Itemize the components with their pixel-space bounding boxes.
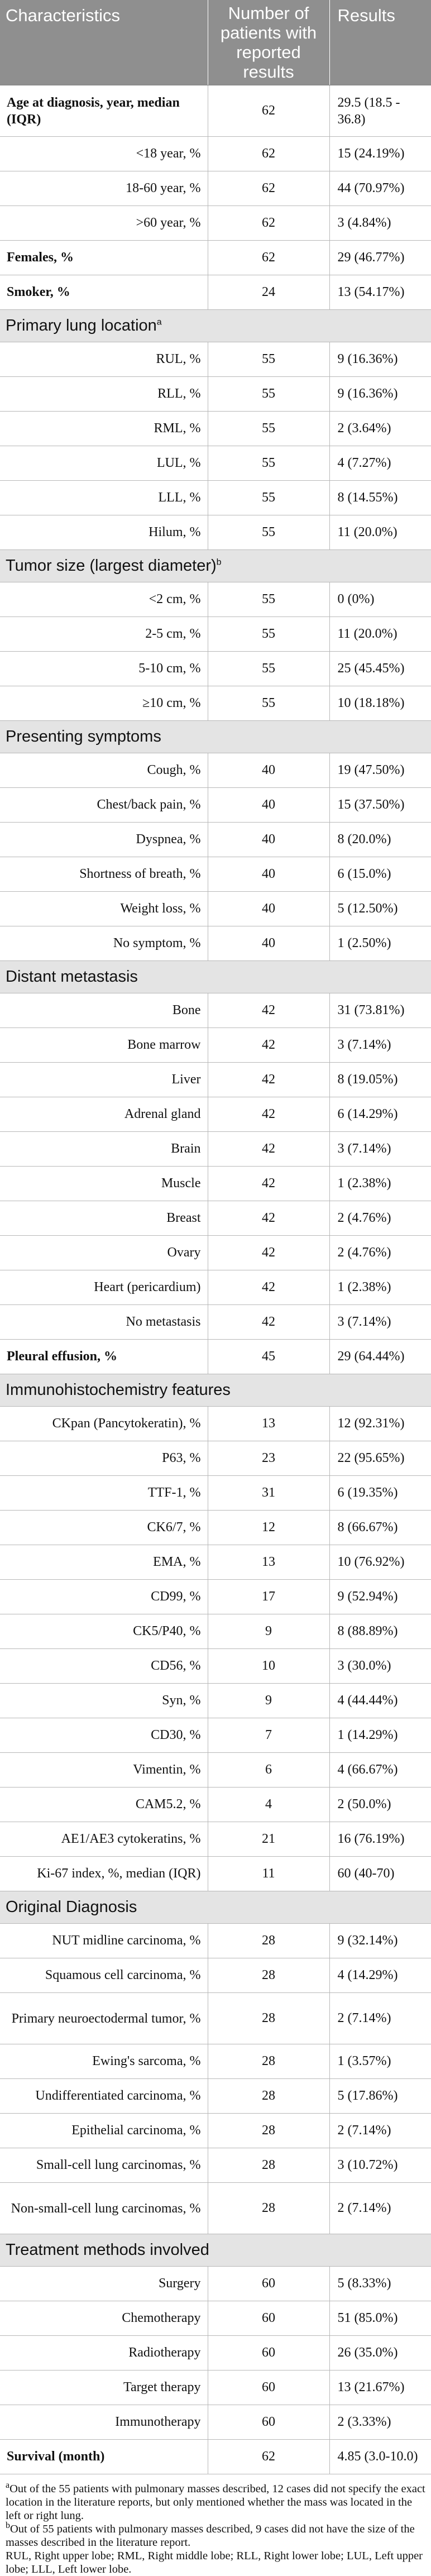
row-count: 62 (208, 171, 329, 206)
row-label: RLL, % (0, 377, 208, 412)
row-result: 15 (24.19%) (329, 137, 431, 171)
section-title-cell (0, 2234, 431, 2267)
row-label: NUT midline carcinoma, % (0, 1924, 208, 1958)
table-row (0, 1441, 431, 1476)
row-result: 5 (8.33%) (329, 2267, 431, 2301)
row-label: Hilum, % (0, 515, 208, 550)
table-row (0, 206, 431, 241)
table-row (0, 1958, 431, 1993)
row-result: 4.85 (3.0-10.0) (329, 2440, 431, 2474)
table-row (0, 788, 431, 823)
row-label: LLL, % (0, 481, 208, 515)
section-header (0, 1374, 431, 1407)
row-count: 60 (208, 2371, 329, 2405)
row-result: 31 (73.81%) (329, 993, 431, 1028)
row-result: 2 (4.76%) (329, 1201, 431, 1236)
row-count: 42 (208, 993, 329, 1028)
row-count: 23 (208, 1441, 329, 1476)
row-result: 22 (95.65%) (329, 1441, 431, 1476)
row-count: 40 (208, 788, 329, 823)
row-count: 62 (208, 137, 329, 171)
table-row (0, 1511, 431, 1545)
row-count: 24 (208, 275, 329, 310)
table-row (0, 2148, 431, 2183)
row-label: Vimentin, % (0, 1753, 208, 1788)
table-row (0, 857, 431, 892)
footnote-marker: b (216, 557, 222, 567)
row-result: 4 (14.29%) (329, 1958, 431, 1993)
row-count: 28 (208, 2114, 329, 2148)
row-result: 2 (3.64%) (329, 412, 431, 446)
table-row (0, 652, 431, 686)
row-count: 42 (208, 1236, 329, 1270)
row-label: Small-cell lung carcinomas, % (0, 2148, 208, 2183)
footnote-a-marker: a (6, 2481, 10, 2491)
row-result: 1 (2.38%) (329, 1270, 431, 1305)
row-result: 6 (19.35%) (329, 1476, 431, 1511)
table-row (0, 1028, 431, 1063)
row-label: Squamous cell carcinoma, % (0, 1958, 208, 1993)
row-count: 17 (208, 1580, 329, 1614)
row-label: RML, % (0, 412, 208, 446)
table-row (0, 481, 431, 515)
row-label: <2 cm, % (0, 582, 208, 617)
row-count: 55 (208, 412, 329, 446)
row-label: Chest/back pain, % (0, 788, 208, 823)
row-result: 3 (10.72%) (329, 2148, 431, 2183)
row-result: 1 (14.29%) (329, 1718, 431, 1753)
row-label: Breast (0, 1201, 208, 1236)
section-location (0, 310, 431, 550)
row-result: 1 (2.38%) (329, 1167, 431, 1201)
row-result: 25 (45.45%) (329, 652, 431, 686)
row-result: 5 (17.86%) (329, 2079, 431, 2114)
row-count: 55 (208, 342, 329, 377)
footnote-abbreviations: RUL, Right upper lobe; RML, Right middle lobe; RLL, Right lower lobe; LUL, Left upper lobe; LLL, Left lower lobe. (6, 2550, 423, 2575)
row-result: 2 (7.14%) (329, 2183, 431, 2234)
row-result: 5 (12.50%) (329, 892, 431, 926)
row-label: CD56, % (0, 1649, 208, 1684)
row-result: 0 (0%) (329, 582, 431, 617)
table-row (0, 1340, 431, 1374)
row-count: 62 (208, 241, 329, 275)
row-result: 13 (54.17%) (329, 275, 431, 310)
row-count: 11 (208, 1857, 329, 1891)
row-result: 29 (64.44%) (329, 1340, 431, 1374)
row-count: 13 (208, 1407, 329, 1441)
table-row (0, 1993, 431, 2044)
row-count: 12 (208, 1511, 329, 1545)
row-label: Undifferentiated carcinoma, % (0, 2079, 208, 2114)
row-result: 8 (20.0%) (329, 823, 431, 857)
section-title-cell (0, 310, 431, 342)
row-label: <18 year, % (0, 137, 208, 171)
row-label: Adrenal gland (0, 1097, 208, 1132)
row-count: 42 (208, 1201, 329, 1236)
row-result: 3 (4.84%) (329, 206, 431, 241)
row-result: 9 (16.36%) (329, 342, 431, 377)
row-label: Ovary (0, 1236, 208, 1270)
row-count: 40 (208, 926, 329, 961)
table-row (0, 1476, 431, 1511)
row-result: 13 (21.67%) (329, 2371, 431, 2405)
row-label: Ki-67 index, %, median (IQR) (0, 1857, 208, 1891)
section-diagnosis (0, 1891, 431, 2234)
row-count: 60 (208, 2301, 329, 2336)
row-label: Bone (0, 993, 208, 1028)
row-label: No metastasis (0, 1305, 208, 1340)
row-label: CAM5.2, % (0, 1788, 208, 1822)
row-result: 29 (46.77%) (329, 241, 431, 275)
table-row (0, 1924, 431, 1958)
row-label: Radiotherapy (0, 2336, 208, 2371)
row-count: 55 (208, 686, 329, 721)
row-count: 40 (208, 857, 329, 892)
row-count: 42 (208, 1167, 329, 1201)
row-result: 51 (85.0%) (329, 2301, 431, 2336)
row-result: 60 (40-70) (329, 1857, 431, 1891)
row-count: 55 (208, 515, 329, 550)
row-count: 9 (208, 1684, 329, 1718)
table-row (0, 137, 431, 171)
row-label: CK6/7, % (0, 1511, 208, 1545)
table-row (0, 1718, 431, 1753)
section-symptoms (0, 721, 431, 961)
row-count: 55 (208, 582, 329, 617)
row-result: 9 (16.36%) (329, 377, 431, 412)
row-label: TTF-1, % (0, 1476, 208, 1511)
row-count: 40 (208, 892, 329, 926)
footnote-marker: a (156, 317, 162, 327)
row-count: 7 (208, 1718, 329, 1753)
row-count: 55 (208, 377, 329, 412)
header-patients: Number of patients with reported results (208, 0, 329, 85)
row-label: LUL, % (0, 446, 208, 481)
footnote-b-marker: b (6, 2521, 10, 2531)
footnote-a (6, 2482, 425, 2522)
table-row (0, 1684, 431, 1718)
row-result: 4 (7.27%) (329, 446, 431, 481)
row-count: 55 (208, 481, 329, 515)
table-row (0, 342, 431, 377)
table-row (0, 1132, 431, 1167)
section-header (0, 310, 431, 342)
section-ihc (0, 1374, 431, 1891)
row-count: 42 (208, 1132, 329, 1167)
row-label: Females, % (0, 241, 208, 275)
row-count: 42 (208, 1063, 329, 1097)
table-row (0, 1097, 431, 1132)
table-row (0, 1407, 431, 1441)
row-count: 28 (208, 2183, 329, 2234)
row-label: 2-5 cm, % (0, 617, 208, 652)
table-row (0, 1167, 431, 1201)
section-title: Tumor size (largest diameter) (6, 557, 217, 575)
row-result: 1 (2.50%) (329, 926, 431, 961)
row-result: 9 (52.94%) (329, 1580, 431, 1614)
row-result: 8 (66.67%) (329, 1511, 431, 1545)
table-row (0, 2044, 431, 2079)
row-count: 40 (208, 823, 329, 857)
row-result: 6 (15.0%) (329, 857, 431, 892)
row-result: 2 (7.14%) (329, 2114, 431, 2148)
table-row (0, 617, 431, 652)
row-result: 1 (3.57%) (329, 2044, 431, 2079)
row-count: 60 (208, 2336, 329, 2371)
table-row (0, 926, 431, 961)
row-result: 4 (66.67%) (329, 1753, 431, 1788)
row-label: ≥10 cm, % (0, 686, 208, 721)
header-results: Results (329, 0, 431, 85)
row-result: 2 (3.33%) (329, 2405, 431, 2440)
row-count: 55 (208, 617, 329, 652)
table-header-row (0, 0, 431, 85)
row-result: 10 (18.18%) (329, 686, 431, 721)
row-count: 9 (208, 1614, 329, 1649)
table-row (0, 753, 431, 788)
row-label: AE1/AE3 cytokeratins, % (0, 1822, 208, 1857)
row-count: 10 (208, 1649, 329, 1684)
row-label: Bone marrow (0, 1028, 208, 1063)
table-row (0, 2371, 431, 2405)
row-label: Cough, % (0, 753, 208, 788)
table-row (0, 2267, 431, 2301)
table-row (0, 446, 431, 481)
row-count: 62 (208, 85, 329, 137)
table-row (0, 1236, 431, 1270)
row-count: 4 (208, 1788, 329, 1822)
row-count: 62 (208, 2440, 329, 2474)
section-title: Presenting symptoms (6, 728, 161, 745)
table-row (0, 582, 431, 617)
table-row (0, 686, 431, 721)
row-label: Heart (pericardium) (0, 1270, 208, 1305)
row-result: 16 (76.19%) (329, 1822, 431, 1857)
section-title-cell (0, 1891, 431, 1924)
row-label: Epithelial carcinoma, % (0, 2114, 208, 2148)
row-count: 55 (208, 446, 329, 481)
row-label: >60 year, % (0, 206, 208, 241)
row-label: No symptom, % (0, 926, 208, 961)
row-label: CD30, % (0, 1718, 208, 1753)
row-result: 2 (4.76%) (329, 1236, 431, 1270)
table-row (0, 2301, 431, 2336)
row-count: 40 (208, 753, 329, 788)
row-count: 21 (208, 1822, 329, 1857)
section-header (0, 961, 431, 993)
row-label: 5-10 cm, % (0, 652, 208, 686)
row-count: 42 (208, 1305, 329, 1340)
row-count: 60 (208, 2405, 329, 2440)
footnote-a-text: Out of the 55 patients with pulmonary masses described, 12 cases did not specify the exact location in the literature reports, but only mentioned whether the mass was located in the left or right lung. (6, 2483, 425, 2522)
table-footnotes (0, 2474, 431, 2576)
row-label: Non-small-cell lung carcinomas, % (0, 2183, 208, 2234)
row-result: 8 (88.89%) (329, 1614, 431, 1649)
row-count: 28 (208, 2148, 329, 2183)
section-size (0, 550, 431, 721)
table-row (0, 1857, 431, 1891)
row-count: 28 (208, 1958, 329, 1993)
row-count: 28 (208, 1993, 329, 2044)
row-result: 29.5 (18.5 - 36.8) (329, 85, 431, 137)
row-label: Survival (month) (0, 2440, 208, 2474)
row-label: EMA, % (0, 1545, 208, 1580)
table-row (0, 241, 431, 275)
row-label: Weight loss, % (0, 892, 208, 926)
row-count: 62 (208, 206, 329, 241)
section-treatment (0, 2234, 431, 2474)
table-row (0, 2405, 431, 2440)
row-label: Muscle (0, 1167, 208, 1201)
row-count: 28 (208, 2044, 329, 2079)
row-count: 55 (208, 652, 329, 686)
table-row (0, 2183, 431, 2234)
row-label: Ewing's sarcoma, % (0, 2044, 208, 2079)
table-row (0, 1788, 431, 1822)
row-result: 6 (14.29%) (329, 1097, 431, 1132)
row-label: CD99, % (0, 1580, 208, 1614)
section-header (0, 2234, 431, 2267)
table-row (0, 1753, 431, 1788)
table-row (0, 2079, 431, 2114)
row-result: 2 (7.14%) (329, 1993, 431, 2044)
table-row (0, 85, 431, 137)
table-row (0, 2336, 431, 2371)
section-metastasis (0, 961, 431, 1374)
row-label: Surgery (0, 2267, 208, 2301)
row-result: 19 (47.50%) (329, 753, 431, 788)
table-row (0, 892, 431, 926)
footnote-b (6, 2522, 425, 2549)
table-row (0, 1580, 431, 1614)
row-label: Dyspnea, % (0, 823, 208, 857)
row-count: 45 (208, 1340, 329, 1374)
section-title: Original Diagnosis (6, 1898, 137, 1916)
table-row (0, 1270, 431, 1305)
row-label: Smoker, % (0, 275, 208, 310)
row-count: 31 (208, 1476, 329, 1511)
row-count: 28 (208, 2079, 329, 2114)
row-result: 3 (30.0%) (329, 1649, 431, 1684)
row-result: 44 (70.97%) (329, 171, 431, 206)
table-row (0, 1201, 431, 1236)
row-result: 4 (44.44%) (329, 1684, 431, 1718)
row-count: 13 (208, 1545, 329, 1580)
row-result: 8 (14.55%) (329, 481, 431, 515)
row-label: 18-60 year, % (0, 171, 208, 206)
row-label: RUL, % (0, 342, 208, 377)
row-result: 2 (50.0%) (329, 1788, 431, 1822)
row-result: 12 (92.31%) (329, 1407, 431, 1441)
row-result: 9 (32.14%) (329, 1924, 431, 1958)
row-result: 3 (7.14%) (329, 1305, 431, 1340)
row-label: P63, % (0, 1441, 208, 1476)
row-label: CKpan (Pancytokeratin), % (0, 1407, 208, 1441)
section-title: Immunohistochemistry features (6, 1381, 231, 1399)
table-row (0, 823, 431, 857)
row-result: 8 (19.05%) (329, 1063, 431, 1097)
row-count: 6 (208, 1753, 329, 1788)
table-row (0, 1305, 431, 1340)
row-result: 11 (20.0%) (329, 515, 431, 550)
table-row (0, 993, 431, 1028)
row-count: 28 (208, 1924, 329, 1958)
row-result: 26 (35.0%) (329, 2336, 431, 2371)
table-row (0, 412, 431, 446)
header-characteristics: Characteristics (0, 0, 208, 85)
section-title-cell (0, 961, 431, 993)
section-header (0, 721, 431, 753)
row-label: Pleural effusion, % (0, 1340, 208, 1374)
row-count: 42 (208, 1097, 329, 1132)
row-label: Liver (0, 1063, 208, 1097)
table-row (0, 515, 431, 550)
section-title: Primary lung location (6, 317, 157, 334)
table-row (0, 377, 431, 412)
row-count: 60 (208, 2267, 329, 2301)
row-result: 10 (76.92%) (329, 1545, 431, 1580)
row-label: Target therapy (0, 2371, 208, 2405)
row-result: 15 (37.50%) (329, 788, 431, 823)
section-title: Treatment methods involved (6, 2241, 209, 2259)
section-title-cell (0, 1374, 431, 1407)
footnote-b-text: Out of 55 patients with pulmonary masses described, 9 cases did not have the size of the masses described in the literature report. (6, 2523, 415, 2549)
table-row (0, 2440, 431, 2474)
table-row (0, 2114, 431, 2148)
table-row (0, 1822, 431, 1857)
table-row (0, 1063, 431, 1097)
row-label: Syn, % (0, 1684, 208, 1718)
section-title-cell (0, 550, 431, 582)
row-count: 42 (208, 1270, 329, 1305)
row-label: Immunotherapy (0, 2405, 208, 2440)
section-title: Distant metastasis (6, 968, 138, 986)
row-label: Brain (0, 1132, 208, 1167)
row-label: Chemotherapy (0, 2301, 208, 2336)
row-result: 11 (20.0%) (329, 617, 431, 652)
section-title-cell (0, 721, 431, 753)
table-row (0, 275, 431, 310)
row-count: 42 (208, 1028, 329, 1063)
row-result: 3 (7.14%) (329, 1028, 431, 1063)
row-label: Primary neuroectodermal tumor, % (0, 1993, 208, 2044)
row-label: Age at diagnosis, year, median (IQR) (0, 85, 208, 137)
row-label: Shortness of breath, % (0, 857, 208, 892)
row-label: CK5/P40, % (0, 1614, 208, 1649)
section-header (0, 550, 431, 582)
section-header (0, 1891, 431, 1924)
row-result: 3 (7.14%) (329, 1132, 431, 1167)
table-row (0, 1545, 431, 1580)
table-row (0, 1614, 431, 1649)
table-row (0, 171, 431, 206)
table-row (0, 1649, 431, 1684)
